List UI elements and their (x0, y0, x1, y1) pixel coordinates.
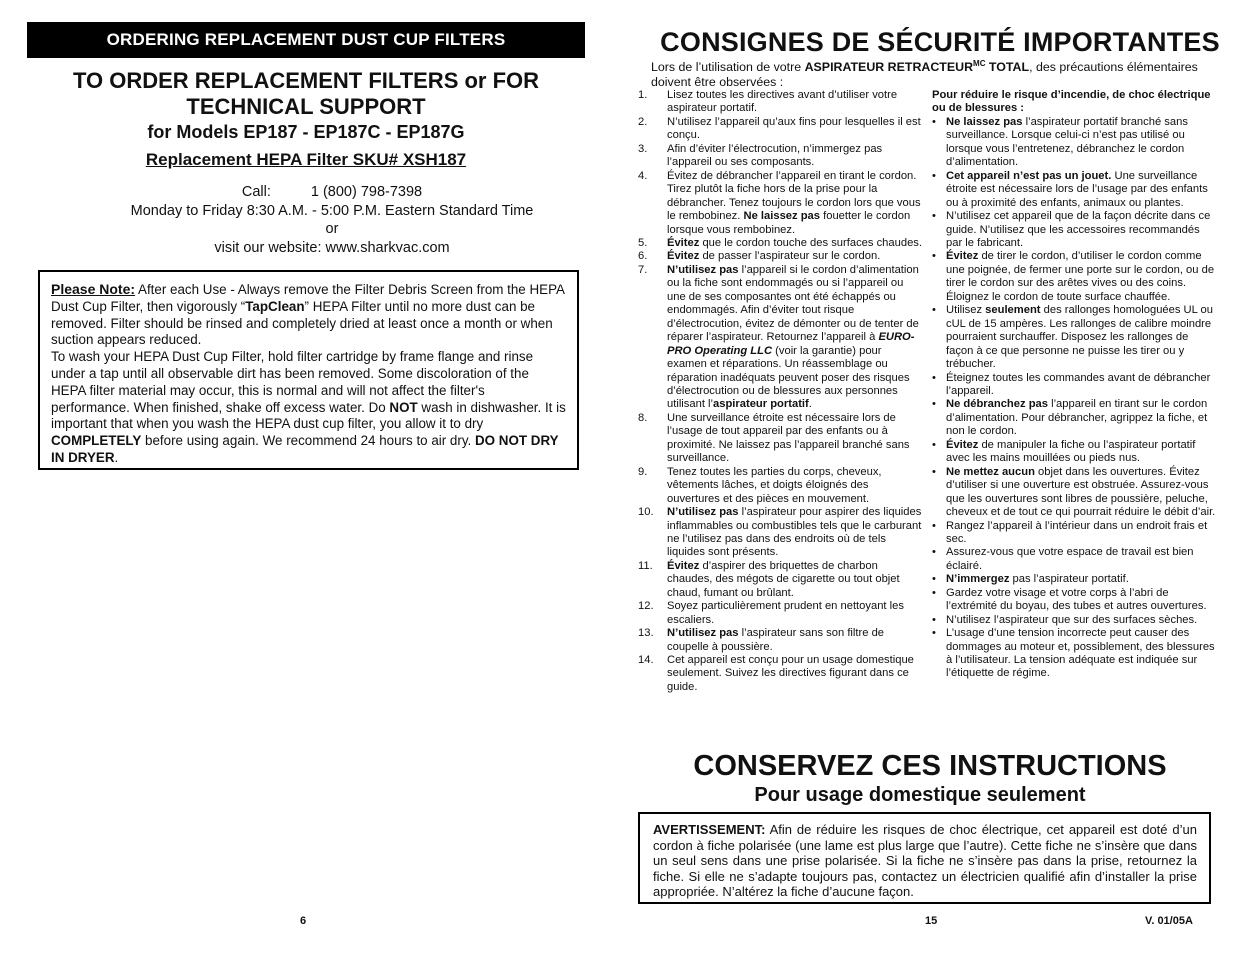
bullets-heading: Pour réduire le risque d’incendie, de choc électrique ou de blessures : (932, 89, 1211, 115)
bullet-text (946, 466, 1217, 520)
bullet-item (932, 439, 1217, 466)
item-number: 8. (638, 411, 648, 424)
item-text (667, 466, 924, 506)
numbered-item (638, 237, 924, 250)
bullet-segment: N’utilisez cet appareil que de la façon décrite dans ce guide. N’utilisez que les accessoires recommandés par le fabricant. (946, 210, 1211, 249)
bullet-item (932, 520, 1217, 547)
intro-text: , des précautions élémentaires doivent être observées : (651, 60, 1198, 89)
bullet-icon: • (932, 627, 936, 640)
bullet-icon: • (932, 465, 936, 478)
bullet-text (946, 520, 1217, 547)
order-heading-line2: TECHNICAL SUPPORT (186, 94, 426, 119)
item-text (667, 412, 924, 466)
item-text (667, 600, 924, 627)
item-number: 9. (638, 465, 648, 478)
item-emphasis: aspirateur portatif (713, 398, 809, 411)
bullet-emphasis: seulement (985, 304, 1041, 317)
bullet-item (932, 466, 1217, 520)
bullet-item (932, 587, 1217, 614)
note-text: . (114, 449, 119, 465)
conserve-heading: CONSERVEZ CES INSTRUCTIONS (693, 750, 1167, 782)
call-label: Call: (241, 184, 271, 200)
models-line: for Models EP187 - EP187C - EP187G (147, 122, 465, 142)
item-text (667, 627, 924, 654)
bullet-segment: Gardez votre visage et votre corps à l’abri de l’extrémité du boyau, des tubes et autres ouvertures. (946, 586, 1207, 613)
note-bold: COMPLETELY (51, 433, 142, 449)
intro-sup: MC (973, 59, 986, 68)
note-bold: NOT (389, 399, 418, 415)
bullet-text (946, 614, 1217, 627)
bullet-text (946, 573, 1217, 586)
bullet-emphasis: Cet appareil n’est pas un jouet. (946, 169, 1112, 182)
item-segment: l’appareil si le cordon d’alimentation ou la fiche sont endommagés ou si l’appareil ou une de ses composantes ont été échappés ou endommagés. Afin d’éviter tout risque d’électrocution, évitez de démonter ou de tenter de réparer l’aspirateur. Retournez l’appareil à (667, 263, 919, 344)
bullet-icon: • (932, 250, 936, 263)
bullet-segment: Utilisez (946, 304, 986, 317)
item-number: 10. (638, 506, 654, 519)
sku-text: Replacement HEPA Filter SKU# XSH187 (145, 150, 467, 169)
bullet-item (932, 398, 1217, 438)
bullet-segment: objet dans les ouvertures. Évitez d’utiliser si une ouverture est obstruée. Assurez-vous que les ouvertures sont libres de poussière, peluche, cheveux et de tout ce qui pourrait réduire le débit d’air. (946, 465, 1216, 519)
bullet-text (946, 210, 1217, 250)
item-number: 12. (638, 600, 654, 613)
item-number: 2. (638, 115, 648, 128)
item-segment: N’utilisez l’appareil qu’aux fins pour lesquelles il est conçu. (667, 115, 921, 142)
item-segment: de passer l’aspirateur sur le cordon. (699, 250, 881, 263)
numbered-item (638, 170, 924, 237)
bullet-segment: Assurez-vous que votre espace de travail est bien éclairé. (946, 546, 1194, 572)
item-segment: Évitez de débrancher l’appareil en tirant le cordon. Tirez plutôt la fiche hors de la prise pour la débrancher. Tenez toujours le cordon lors que vous le rembobinez. (667, 169, 921, 223)
bullet-text (946, 587, 1217, 614)
bullet-segment: des rallonges homologuées UL ou cUL de 15 ampères. Les rallonges de calibre moindre pourraient surchauffer. Disposez les rallonges de façon à ce que personne ne puisse les tirer ou y trébucher. (946, 304, 1213, 371)
note-title: Please Note: (51, 281, 136, 297)
bullet-icon: • (932, 573, 936, 586)
item-emphasis: Évitez (667, 559, 700, 572)
bullet-emphasis: Ne laissez pas (946, 115, 1023, 128)
numbered-item (638, 412, 924, 466)
numbered-item (638, 627, 924, 654)
note-bold: TapClean (245, 298, 305, 314)
note-bold: DO NOT DRY IN DRYER (51, 433, 559, 465)
item-segment: Une surveillance étroite est nécessaire lors de l’usage de tout appareil par des enfants ou à proximité. Ne laissez pas l’appareil branché sans surveillance. (667, 411, 910, 465)
numbered-item (638, 250, 924, 263)
note-text: ” HEPA Filter until no more dust can be removed. Filter should be rinsed and completely dried at least once a month or when suction appears reduced. (51, 298, 553, 348)
bullet-icon: • (932, 519, 936, 532)
warning-box (638, 812, 1211, 904)
bullet-item (932, 116, 1217, 170)
bullet-icon: • (932, 546, 936, 559)
bullet-segment: Rangez l’appareil à l’intérieur dans un endroit frais et sec. (946, 519, 1208, 545)
item-emphasis: N’utilisez pas (667, 506, 739, 519)
left-page-number: 6 (300, 915, 307, 927)
banner-text: ORDERING REPLACEMENT DUST CUP FILTERS (106, 30, 506, 49)
bullet-item (932, 573, 1217, 586)
bullet-icon: • (932, 304, 936, 317)
bullet-item (932, 250, 1217, 304)
bullet-segment: L’usage d’une tension incorrecte peut causer des dommages au moteur et, possiblement, des blessures à l’utilisateur. La tension adéquate est indiquée sur l’étiquette de régime. (946, 627, 1215, 680)
numbered-item (638, 560, 924, 600)
bullet-text (946, 546, 1217, 573)
bullet-item (932, 372, 1217, 399)
order-heading-line1: TO ORDER REPLACEMENT FILTERS or FOR (72, 68, 540, 93)
bullet-text (946, 116, 1217, 170)
item-segment: Cet appareil est conçu pour un usage domestique seulement. Suivez les directives figurant dans ce guide. (667, 654, 914, 693)
item-number: 1. (638, 89, 648, 101)
item-number: 6. (638, 250, 648, 263)
item-number: 13. (638, 627, 654, 640)
item-segment: (voir la garantie) pour examen et réparations. Un réassemblage ou réparation inadéquats peuvent poser des risques d’électrocution ou de blessures aux personnes utilisant l’ (667, 344, 910, 411)
bullet-text (946, 170, 1217, 210)
safety-intro (651, 57, 1221, 89)
bullet-text (946, 439, 1217, 466)
item-segment: d’aspirer des briquettes de charbon chaudes, des mégots de cigarette ou tout objet chaud, fumant ou brûlant. (667, 559, 900, 599)
note-text: After each Use - Always remove the Filter Debris Screen from the HEPA Dust Cup Filter, then vigorously “ (51, 282, 565, 314)
bullet-emphasis: Évitez (946, 250, 979, 263)
bullet-icon: • (932, 613, 936, 626)
numbered-item (638, 600, 924, 627)
bullet-text (946, 250, 1217, 304)
item-emphasis: Évitez (667, 250, 700, 263)
bullet-segment: de manipuler la fiche ou l’aspirateur portatif avec les mains mouillées ou pieds nus. (946, 438, 1196, 465)
item-text (667, 170, 924, 237)
item-text (667, 654, 924, 694)
item-segment: Tenez toutes les parties du corps, cheveux, vêtements lâches, et doigts éloignés des ouvertures et des pièces en mouvement. (667, 465, 882, 505)
item-segment: fouetter le cordon lorsque vous rembobinez. (667, 210, 911, 236)
intro-total: TOTAL (985, 60, 1030, 75)
item-text (667, 116, 924, 143)
bullet-text (946, 304, 1217, 371)
bullet-item (932, 627, 1217, 681)
numbered-item (638, 654, 924, 694)
version-label: V. 01/05A (1145, 915, 1193, 927)
note-box (38, 270, 579, 470)
bullet-item (932, 546, 1217, 573)
item-segment: Soyez particulièrement prudent en nettoyant les escaliers. (667, 600, 904, 626)
item-emphasis: N’utilisez pas (667, 627, 739, 640)
bullet-segment: de tirer le cordon, d’utiliser le cordon comme une poignée, de fermer une porte sur le cordon, ou de tirer le cordon sur des arêtes vives ou des coins. Éloignez le cordon de toute surface chauffée. (946, 250, 1215, 303)
or-line: or (325, 221, 339, 237)
bullet-item (932, 170, 1217, 210)
bullet-icon: • (932, 398, 936, 411)
item-text (667, 560, 924, 600)
bullet-icon: • (932, 371, 936, 384)
note-text: To wash your HEPA Dust Cup Filter, hold filter cartridge by frame flange and rinse under a tap until all observable dirt has been removed. Some discoloration of the HEPA filter material may occur, this is normal and will not affect the filter's performance. When finished, shake off excess water. Do (51, 349, 534, 415)
item-segment: que le cordon touche des surfaces chaudes. (699, 236, 922, 249)
numbered-instructions (638, 89, 924, 694)
usage-subheading: Pour usage domestique seulement (754, 784, 1086, 806)
item-emphasis: N’utilisez pas (667, 263, 739, 276)
numbered-item (638, 89, 924, 116)
item-number: 11. (638, 559, 653, 572)
note-text: wash in dishwasher. It is important that when you wash the HEPA dust cup filter, you allow it to dry (51, 399, 566, 432)
warning-text: Afin de réduire les risques de choc électrique, cet appareil est doté d’un cordon à fiche polarisée (une lame est plus large que l’autre). Cette fiche ne s’insère que dans un seul sens dans une prise polarisée. Si la fiche ne s’insère pas dans la prise, retournez la fiche. Si elle ne s’adapte toujours pas, contactez un électricien qualifié afin d’installer la prise appropriée. N’altérez la fiche d’aucune façon. (653, 822, 1197, 900)
bullet-text (946, 398, 1217, 438)
bullet-icon: • (932, 169, 936, 182)
sku-line (27, 150, 585, 170)
call-line (27, 184, 637, 200)
intro-text: Lors de l’utilisation de votre (651, 60, 805, 75)
warning-label: AVERTISSEMENT: (653, 822, 766, 837)
bullet-segment: Une surveillance étroite est nécessaire lors de l’usage par des enfants ou à proximité des enfants, animaux ou plantes. (946, 169, 1208, 209)
numbered-item (638, 506, 924, 560)
bullet-segment: l’aspirateur portatif branché sans surveillance. Lorsque celui-ci n’est pas utilisé ou lorsque vous l’entretenez, débranchez le cordon d’alimentation. (946, 115, 1188, 169)
numbered-item (638, 116, 924, 143)
item-segment: Lisez toutes les directives avant d’utiliser votre aspirateur portatif. (667, 89, 898, 115)
item-text (667, 237, 924, 250)
website-line: visit our website: www.sharkvac.com (214, 240, 450, 256)
item-emphasis: Ne laissez pas (743, 210, 820, 223)
note-paragraph-1 (51, 281, 567, 349)
item-text (667, 264, 924, 412)
note-text: before using again. We recommend 24 hours to air dry. (141, 433, 475, 449)
hours-line: Monday to Friday 8:30 A.M. - 5:00 P.M. Eastern Standard Time (130, 203, 534, 219)
item-segment: l’aspirateur sans son filtre de coupelle à poussière. (667, 627, 885, 653)
phone-number: 1 (800) 798-7398 (310, 184, 423, 200)
item-number: 14. (638, 654, 654, 667)
bullet-text (946, 372, 1217, 399)
bullet-icon: • (932, 115, 936, 128)
item-number: 4. (638, 169, 648, 182)
bullet-text (946, 627, 1217, 681)
bullet-icon: • (932, 586, 936, 599)
numbered-item (638, 466, 924, 506)
bullet-item (932, 304, 1217, 371)
bullet-emphasis: Ne débranchez pas (946, 398, 1048, 411)
item-text (667, 506, 924, 560)
bullet-emphasis: N’immergez (946, 573, 1010, 586)
numbered-item (638, 143, 924, 170)
bullet-segment: Éteignez toutes les commandes avant de débrancher l’appareil. (946, 371, 1211, 397)
bullet-list (932, 116, 1217, 681)
numbered-item (638, 264, 924, 412)
intro-product: ASPIRATEUR RETRACTEUR (804, 60, 974, 75)
item-number: 5. (638, 236, 648, 249)
item-emphasis: Évitez (667, 236, 700, 249)
bullet-emphasis: Ne mettez aucun (946, 465, 1035, 478)
section-banner (27, 22, 585, 58)
right-page-number: 15 (925, 915, 938, 927)
item-text (667, 89, 924, 116)
bulleted-instructions (932, 89, 1217, 681)
order-heading (27, 68, 585, 120)
item-segment: . (808, 398, 812, 411)
item-number: 7. (638, 263, 648, 276)
item-segment: l’aspirateur pour aspirer des liquides inflammables ou combustibles tels que le carburant ne l’utilisez pas dans des endroits où de tels liquides sont présents. (667, 506, 922, 559)
bullet-emphasis: Évitez (946, 438, 979, 451)
item-segment: Afin d’éviter l’électrocution, n’immergez pas l’appareil ou ses composants. (667, 142, 883, 169)
item-emphasis: EURO-PRO Operating LLC (667, 331, 915, 357)
note-paragraph-2 (51, 349, 567, 467)
item-text (667, 250, 924, 263)
bullet-segment: l’appareil en tirant sur le cordon d’alimentation. Pour débrancher, agrippez la fiche, et non le cordon. (946, 398, 1208, 438)
bullet-segment: N’utilisez l’aspirateur que sur des surfaces sèches. (946, 613, 1198, 626)
item-text (667, 143, 924, 170)
bullet-icon: • (932, 210, 936, 223)
bullet-segment: pas l’aspirateur portatif. (1009, 573, 1129, 586)
item-number: 3. (638, 142, 648, 155)
bullet-item (932, 210, 1217, 250)
bullet-icon: • (932, 438, 936, 451)
bullet-item (932, 614, 1217, 627)
safety-title: CONSIGNES DE SÉCURITÉ IMPORTANTES (660, 27, 1220, 57)
